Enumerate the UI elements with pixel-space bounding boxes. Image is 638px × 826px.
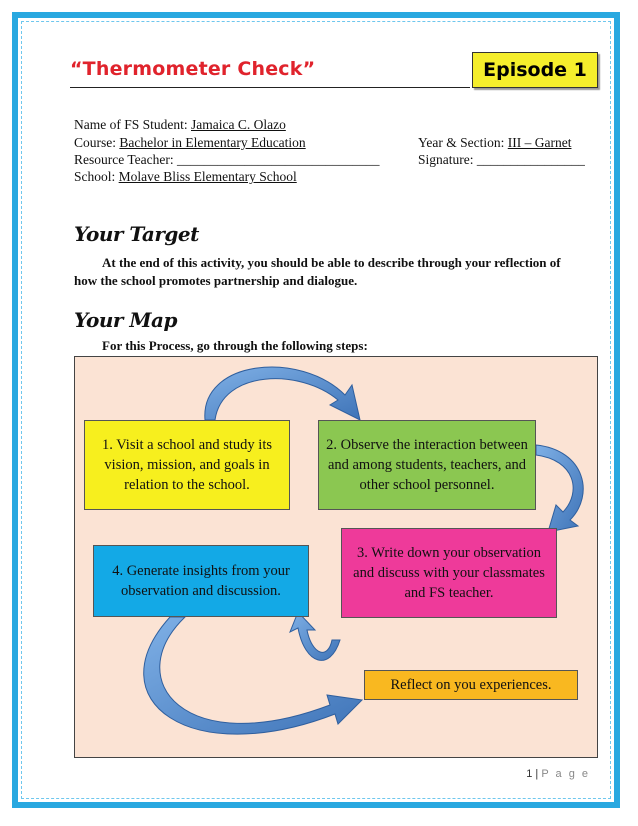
page-word: P a g e bbox=[541, 768, 590, 780]
page-footer bbox=[526, 768, 590, 780]
arrow-step1-to-step2 bbox=[205, 367, 360, 420]
course-value: Bachelor in Elementary Education bbox=[119, 135, 306, 150]
arrow-step2-to-step3 bbox=[536, 445, 583, 532]
arrow-step3-to-step4 bbox=[290, 612, 340, 660]
resource-teacher-line: Resource Teacher: ______________________________ bbox=[74, 152, 380, 167]
year-section-label: Year & Section: bbox=[418, 135, 505, 150]
map-intro: For this Process, go through the following steps: bbox=[102, 338, 368, 353]
step-3-box: 3. Write down your observation and discuss with your classmates and FS teacher. bbox=[341, 528, 557, 618]
student-name-label: Name of FS Student: bbox=[74, 117, 188, 132]
page-number: 1 bbox=[526, 768, 533, 780]
page-title: “Thermometer Check” bbox=[70, 58, 316, 80]
step-2-box: 2. Observe the interaction between and among students, teachers, and other school personnel. bbox=[318, 420, 536, 510]
page-separator: | bbox=[535, 768, 539, 780]
signature-line: Signature: ________________ bbox=[418, 152, 585, 167]
step-4-box: 4. Generate insights from your observation and discussion. bbox=[93, 545, 309, 617]
episode-badge: Episode 1 bbox=[472, 52, 598, 88]
student-name-value: Jamaica C. Olazo bbox=[191, 117, 286, 132]
arrow-step4-to-reflect bbox=[144, 617, 362, 734]
target-heading: Your Target bbox=[74, 222, 199, 246]
school-label: School: bbox=[74, 169, 116, 184]
course-label: Course: bbox=[74, 135, 116, 150]
target-text: At the end of this activity, you should be able to describe through your reflection of how the school promotes partnership and dialogue. bbox=[74, 255, 561, 288]
year-section-value: III – Garnet bbox=[507, 135, 572, 150]
reflect-box: Reflect on you experiences. bbox=[364, 670, 578, 700]
map-heading: Your Map bbox=[74, 308, 178, 332]
school-value: Molave Bliss Elementary School bbox=[118, 169, 297, 184]
step-1-box: 1. Visit a school and study its vision, mission, and goals in relation to the school. bbox=[84, 420, 290, 510]
